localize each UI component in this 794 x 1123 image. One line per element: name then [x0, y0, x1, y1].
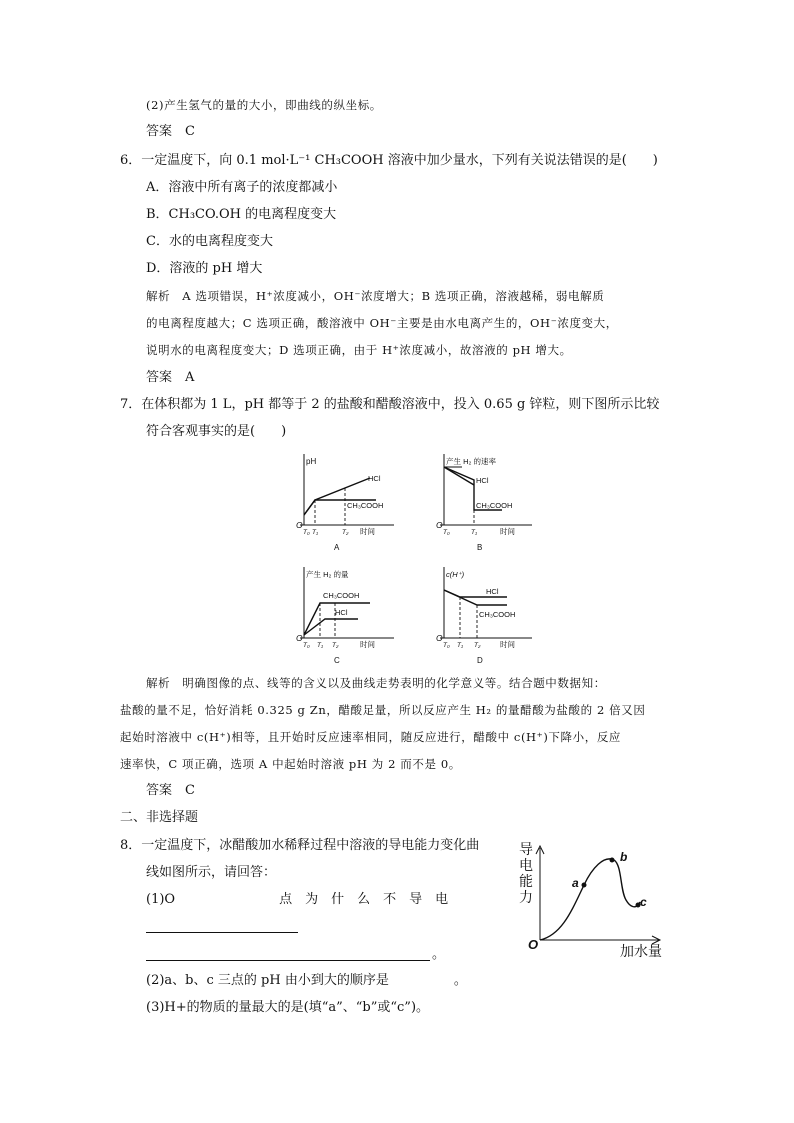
chart-d-t2: T₂ — [474, 642, 481, 649]
q8-stem-line-1: 8．一定温度下，冰醋酸加水稀释过程中溶液的导电能力变化曲 — [120, 838, 480, 853]
q6-option-a: A．溶液中所有离子的浓度都减小 — [146, 180, 338, 195]
q8-answer-blank-1[interactable] — [146, 920, 298, 933]
conductivity-label-b: b — [620, 850, 628, 864]
chart-b-label-hcl: HCl — [476, 476, 489, 485]
q7-analysis-line-1: 解析 明确图像的点、线等的含义以及曲线走势表明的化学意义等。结合题中数据知： — [146, 676, 606, 690]
q6-answer: 答案 A — [146, 370, 195, 385]
chart-c-x-label: 时间 — [360, 640, 375, 649]
conductivity-point-b — [610, 858, 615, 863]
q6-option-b: B．CH₃CO.OH 的电离程度变大 — [146, 207, 337, 222]
chart-d-origin: O — [436, 633, 443, 643]
chart-c-t0: T₀ — [303, 642, 310, 649]
chart-d-x-label: 时间 — [500, 640, 515, 649]
chart-d-t1: T₁ — [457, 642, 464, 649]
q6-option-d: D．溶液的 pH 增大 — [146, 261, 263, 276]
chart-c-t1: T₁ — [317, 642, 324, 649]
q8-answer-blank-2[interactable] — [146, 948, 430, 961]
q7-answer: 答案 C — [146, 783, 195, 798]
q6-analysis-line-1: 解析 A 选项错误，H⁺浓度减小，OH⁻浓度增大；B 选项正确，溶液越稀，弱电解质 — [146, 289, 605, 303]
conductivity-label-c: c — [640, 895, 647, 909]
conductivity-chart — [512, 830, 676, 962]
conductivity-point-a — [582, 883, 587, 888]
conductivity-x-label: 加水量 — [620, 943, 662, 959]
chart-d-t0: T₀ — [443, 642, 450, 649]
conductivity-origin: O — [528, 937, 539, 952]
chart-a-t1: T₁ — [312, 529, 319, 536]
q8-subquestion-3: (3)H+的物质的量最大的是(填“a”、“b”或“c”)。 — [146, 1000, 430, 1015]
chart-d-label-ch3cooh: CH₃COOH — [479, 610, 516, 619]
chart-c-caption: C — [334, 656, 340, 665]
chart-a — [290, 450, 410, 552]
chart-a-y-label: pH — [306, 457, 317, 466]
chart-b-label-ch3cooh: CH₃COOH — [476, 501, 513, 510]
chart-b-y-label: 产生 H₂ 的速率 — [446, 457, 496, 466]
q8-subquestion-1-end: 。 — [432, 947, 446, 962]
chart-c-curve-hcl — [304, 619, 358, 635]
conductivity-y-label-3: 能 — [519, 873, 533, 889]
chart-d-label-hcl: HCl — [486, 587, 499, 596]
chart-c-origin: O — [296, 633, 303, 643]
conductivity-y-label-4: 力 — [519, 889, 533, 905]
conductivity-y-label-1: 导 — [519, 841, 533, 857]
q7-analysis-line-2: 盐酸的量不足，恰好消耗 0.325 g Zn，醋酸足量，所以反应产生 H₂ 的量醋酸为盐酸的 2 倍又因 — [120, 703, 646, 717]
chart-a-label-hcl: HCl — [368, 474, 381, 483]
q7-analysis-line-3: 起始时溶液中 c(H⁺)相等，且开始时反应速率相同，随反应进行，醋酸中 c(H⁺)下降小，反应 — [120, 730, 622, 744]
q8-stem-line-2: 线如图所示，请回答： — [146, 865, 277, 880]
chart-b — [432, 450, 542, 552]
chart-a-origin: O — [296, 520, 303, 530]
q6-analysis-line-2: 的电离程度越大；C 选项正确，酸溶液中 OH⁻主要是由水电离产生的，OH⁻浓度变大， — [146, 316, 618, 330]
chart-b-x-label: 时间 — [500, 527, 515, 536]
conductivity-y-label-2: 电 — [519, 857, 533, 873]
chart-a-t0: T₀ — [303, 529, 310, 536]
chart-a-label-ch3cooh: CH₃COOH — [347, 501, 384, 510]
chart-a-x-label: 时间 — [360, 527, 375, 536]
section-heading: 二、非选择题 — [120, 810, 199, 825]
chart-b-t0: T₀ — [443, 529, 450, 536]
q7-analysis-line-4: 速率快，C 项正确，选项 A 中起始时溶液 pH 为 2 而不是 0。 — [120, 757, 461, 771]
chart-d-y-label: c(H⁺) — [446, 570, 465, 579]
q8-subquestion-1: (1)O 点 为 什 么 不 导 电 — [146, 892, 449, 907]
conductivity-curve — [540, 859, 640, 940]
chart-c-label-ch3cooh: CH₃COOH — [323, 591, 360, 600]
chart-b-t1: T₁ — [471, 529, 478, 536]
q6-option-c: C．水的电离程度变大 — [146, 234, 273, 249]
q7-stem-line-2: 符合客观事实的是( ) — [146, 424, 287, 439]
chart-c-y-label: 产生 H₂ 的量 — [306, 570, 349, 579]
q7-stem-line-1: 7．在体积都为 1 L，pH 都等于 2 的盐酸和醋酸溶液中，投入 0.65 g 锌粒，则下图所示比较 — [120, 397, 660, 412]
q5-answer: 答案 C — [146, 124, 195, 139]
chart-b-origin: O — [436, 520, 443, 530]
chart-c-t2: T₂ — [332, 642, 339, 649]
chart-c — [290, 563, 410, 665]
q6-stem: 6．一定温度下，向 0.1 mol·L⁻¹ CH₃COOH 溶液中加少量水，下列有关说法错误的是( ) — [120, 153, 658, 168]
chart-d-caption: D — [477, 656, 483, 665]
chart-a-t2: T₂ — [342, 529, 349, 536]
conductivity-label-a: a — [572, 876, 579, 890]
q6-analysis-line-3: 说明水的电离程度变大；D 选项正确，由于 H⁺浓度减小，故溶液的 pH 增大。 — [146, 343, 572, 357]
chart-d — [432, 563, 542, 665]
chart-a-caption: A — [334, 543, 340, 552]
chart-b-caption: B — [477, 543, 483, 552]
q8-subquestion-2: (2)a、b、c 三点的 pH 由小到大的顺序是 。 — [146, 973, 467, 988]
q5-note-line: (2)产生氢气的量的大小，即曲线的纵坐标。 — [146, 98, 382, 112]
chart-c-label-hcl: HCl — [335, 608, 348, 617]
